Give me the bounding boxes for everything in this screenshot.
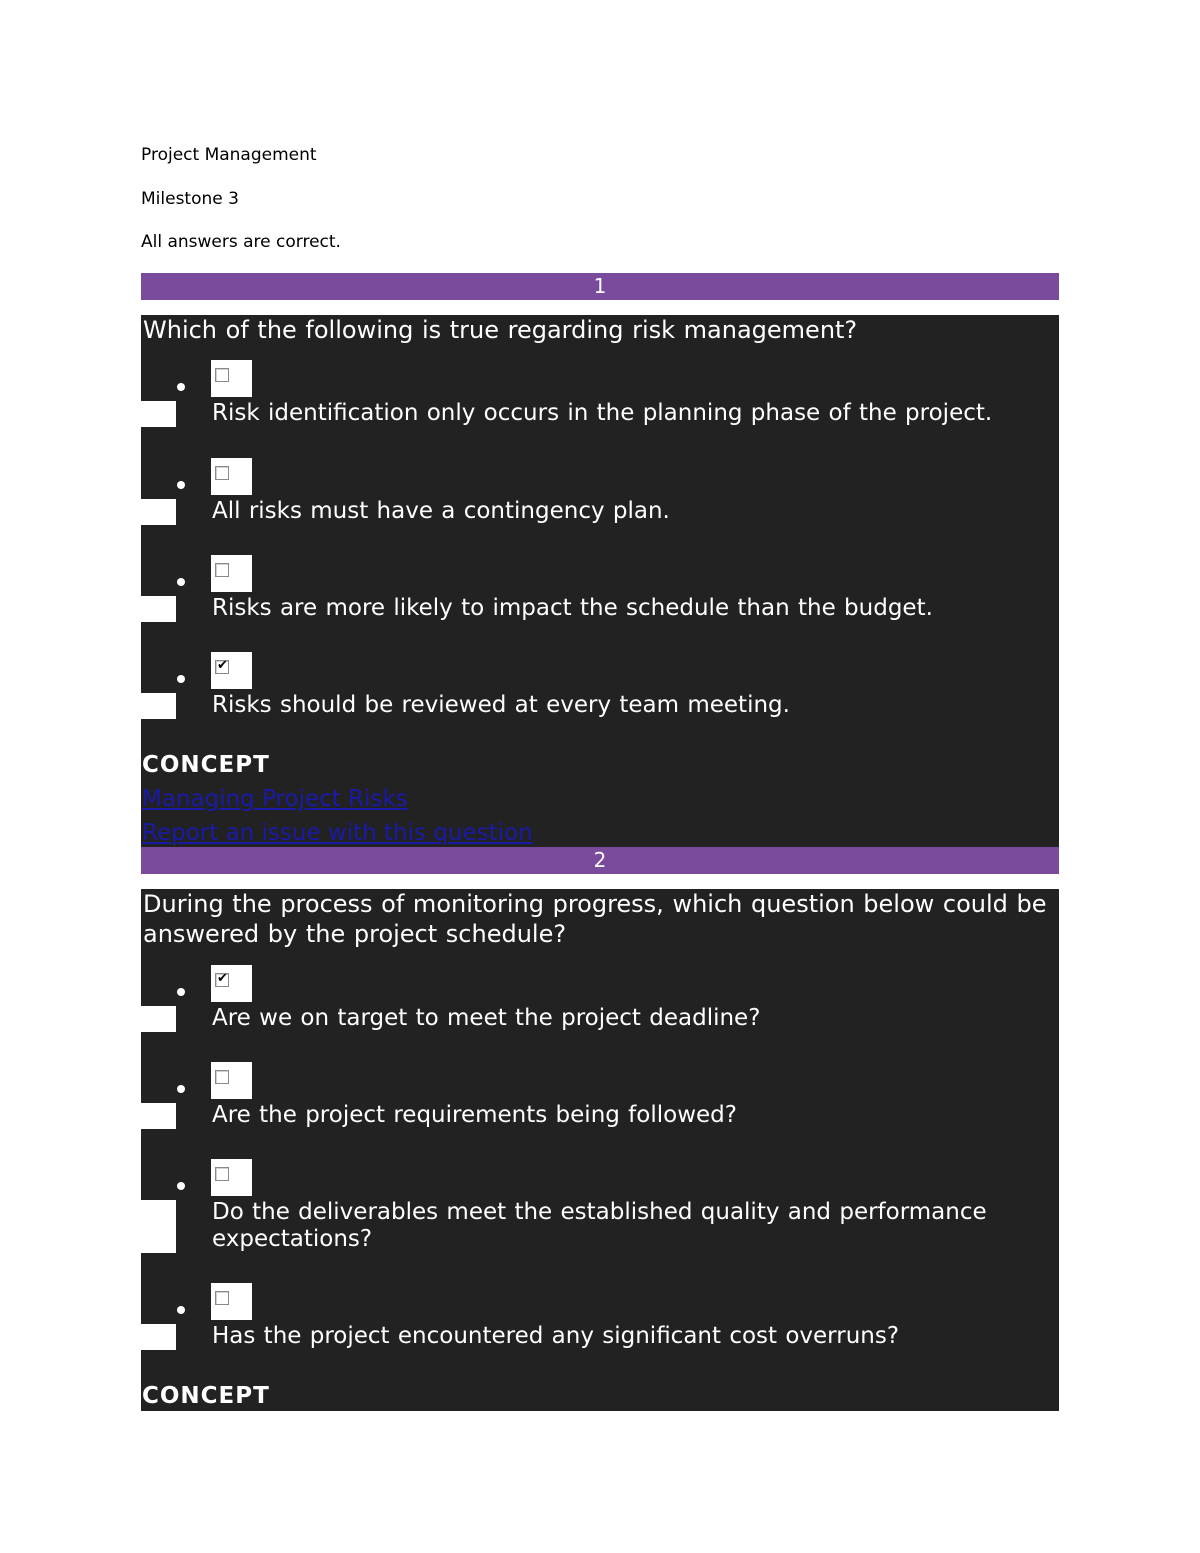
checkbox-frame[interactable] (211, 1283, 252, 1320)
bullet-gap (141, 401, 176, 427)
checkbox-unchecked-icon[interactable] (215, 1070, 229, 1084)
milestone-title: Milestone 3 (141, 189, 239, 209)
option-label: Do the deliverables meet the established quality and performance expectations? (212, 1199, 987, 1252)
report-issue-link[interactable]: Report an issue with this question (142, 820, 533, 846)
option-label: Risk identification only occurs in the planning phase of the project. (212, 400, 993, 426)
option-label: All risks must have a contingency plan. (212, 498, 670, 524)
answer-option[interactable] (141, 1270, 1059, 1350)
checkbox-unchecked-icon[interactable] (215, 1167, 229, 1181)
bullet-gap (141, 693, 176, 719)
checkbox-frame[interactable] (211, 1062, 252, 1099)
bullet-icon (177, 481, 185, 489)
answer-option[interactable] (141, 445, 1059, 525)
concept-heading: CONCEPT (142, 752, 270, 778)
option-label: Risks should be reviewed at every team meeting. (212, 692, 790, 718)
question-number-bar: 2 (141, 847, 1059, 874)
answers-note: All answers are correct. (141, 232, 341, 252)
checkbox-unchecked-icon[interactable] (215, 466, 229, 480)
bullet-gap (141, 1324, 176, 1350)
question-block (141, 889, 1059, 1411)
question-text: Which of the following is true regarding risk management? (143, 316, 858, 344)
question-block (141, 315, 1059, 847)
option-label: Has the project encountered any significant cost overruns? (212, 1323, 900, 1349)
course-title: Project Management (141, 145, 317, 165)
answer-option[interactable] (141, 1049, 1059, 1129)
answer-option[interactable] (141, 347, 1059, 427)
checkbox-unchecked-icon[interactable] (215, 368, 229, 382)
option-label: Are the project requirements being followed? (212, 1102, 737, 1128)
concept-heading: CONCEPT (142, 1383, 270, 1409)
bullet-icon (177, 1306, 185, 1314)
bullet-icon (177, 675, 185, 683)
option-label: Risks are more likely to impact the schedule than the budget. (212, 595, 933, 621)
question-text: During the process of monitoring progress, which question below could be answered by the project schedule? (143, 890, 1047, 948)
checkbox-frame[interactable] (211, 555, 252, 592)
checkbox-frame[interactable] (211, 652, 252, 689)
checkbox-unchecked-icon[interactable] (215, 1291, 229, 1305)
concept-link[interactable]: Managing Project Risks (142, 786, 408, 812)
checkbox-unchecked-icon[interactable] (215, 563, 229, 577)
bullet-icon (177, 1182, 185, 1190)
bullet-gap (141, 1103, 176, 1129)
answer-option[interactable] (141, 951, 1059, 1032)
checkbox-checked-icon[interactable]: ✔ (217, 658, 228, 673)
bullet-gap (141, 1006, 176, 1032)
option-label: Are we on target to meet the project deadline? (212, 1005, 761, 1031)
checkbox-frame[interactable] (211, 1159, 252, 1196)
checkbox-frame[interactable] (211, 360, 252, 397)
answer-option[interactable] (141, 1146, 1059, 1253)
checkbox-checked-icon[interactable]: ✔ (217, 971, 228, 986)
bullet-gap (141, 596, 176, 622)
bullet-icon (177, 578, 185, 586)
bullet-icon (177, 383, 185, 391)
question-number-bar: 1 (141, 273, 1059, 300)
answer-option[interactable] (141, 639, 1059, 719)
checkbox-frame[interactable] (211, 965, 252, 1002)
checkbox-frame[interactable] (211, 458, 252, 495)
bullet-gap (141, 1200, 176, 1253)
bullet-icon (177, 1085, 185, 1093)
bullet-gap (141, 499, 176, 525)
answer-option[interactable] (141, 542, 1059, 622)
bullet-icon (177, 988, 185, 996)
